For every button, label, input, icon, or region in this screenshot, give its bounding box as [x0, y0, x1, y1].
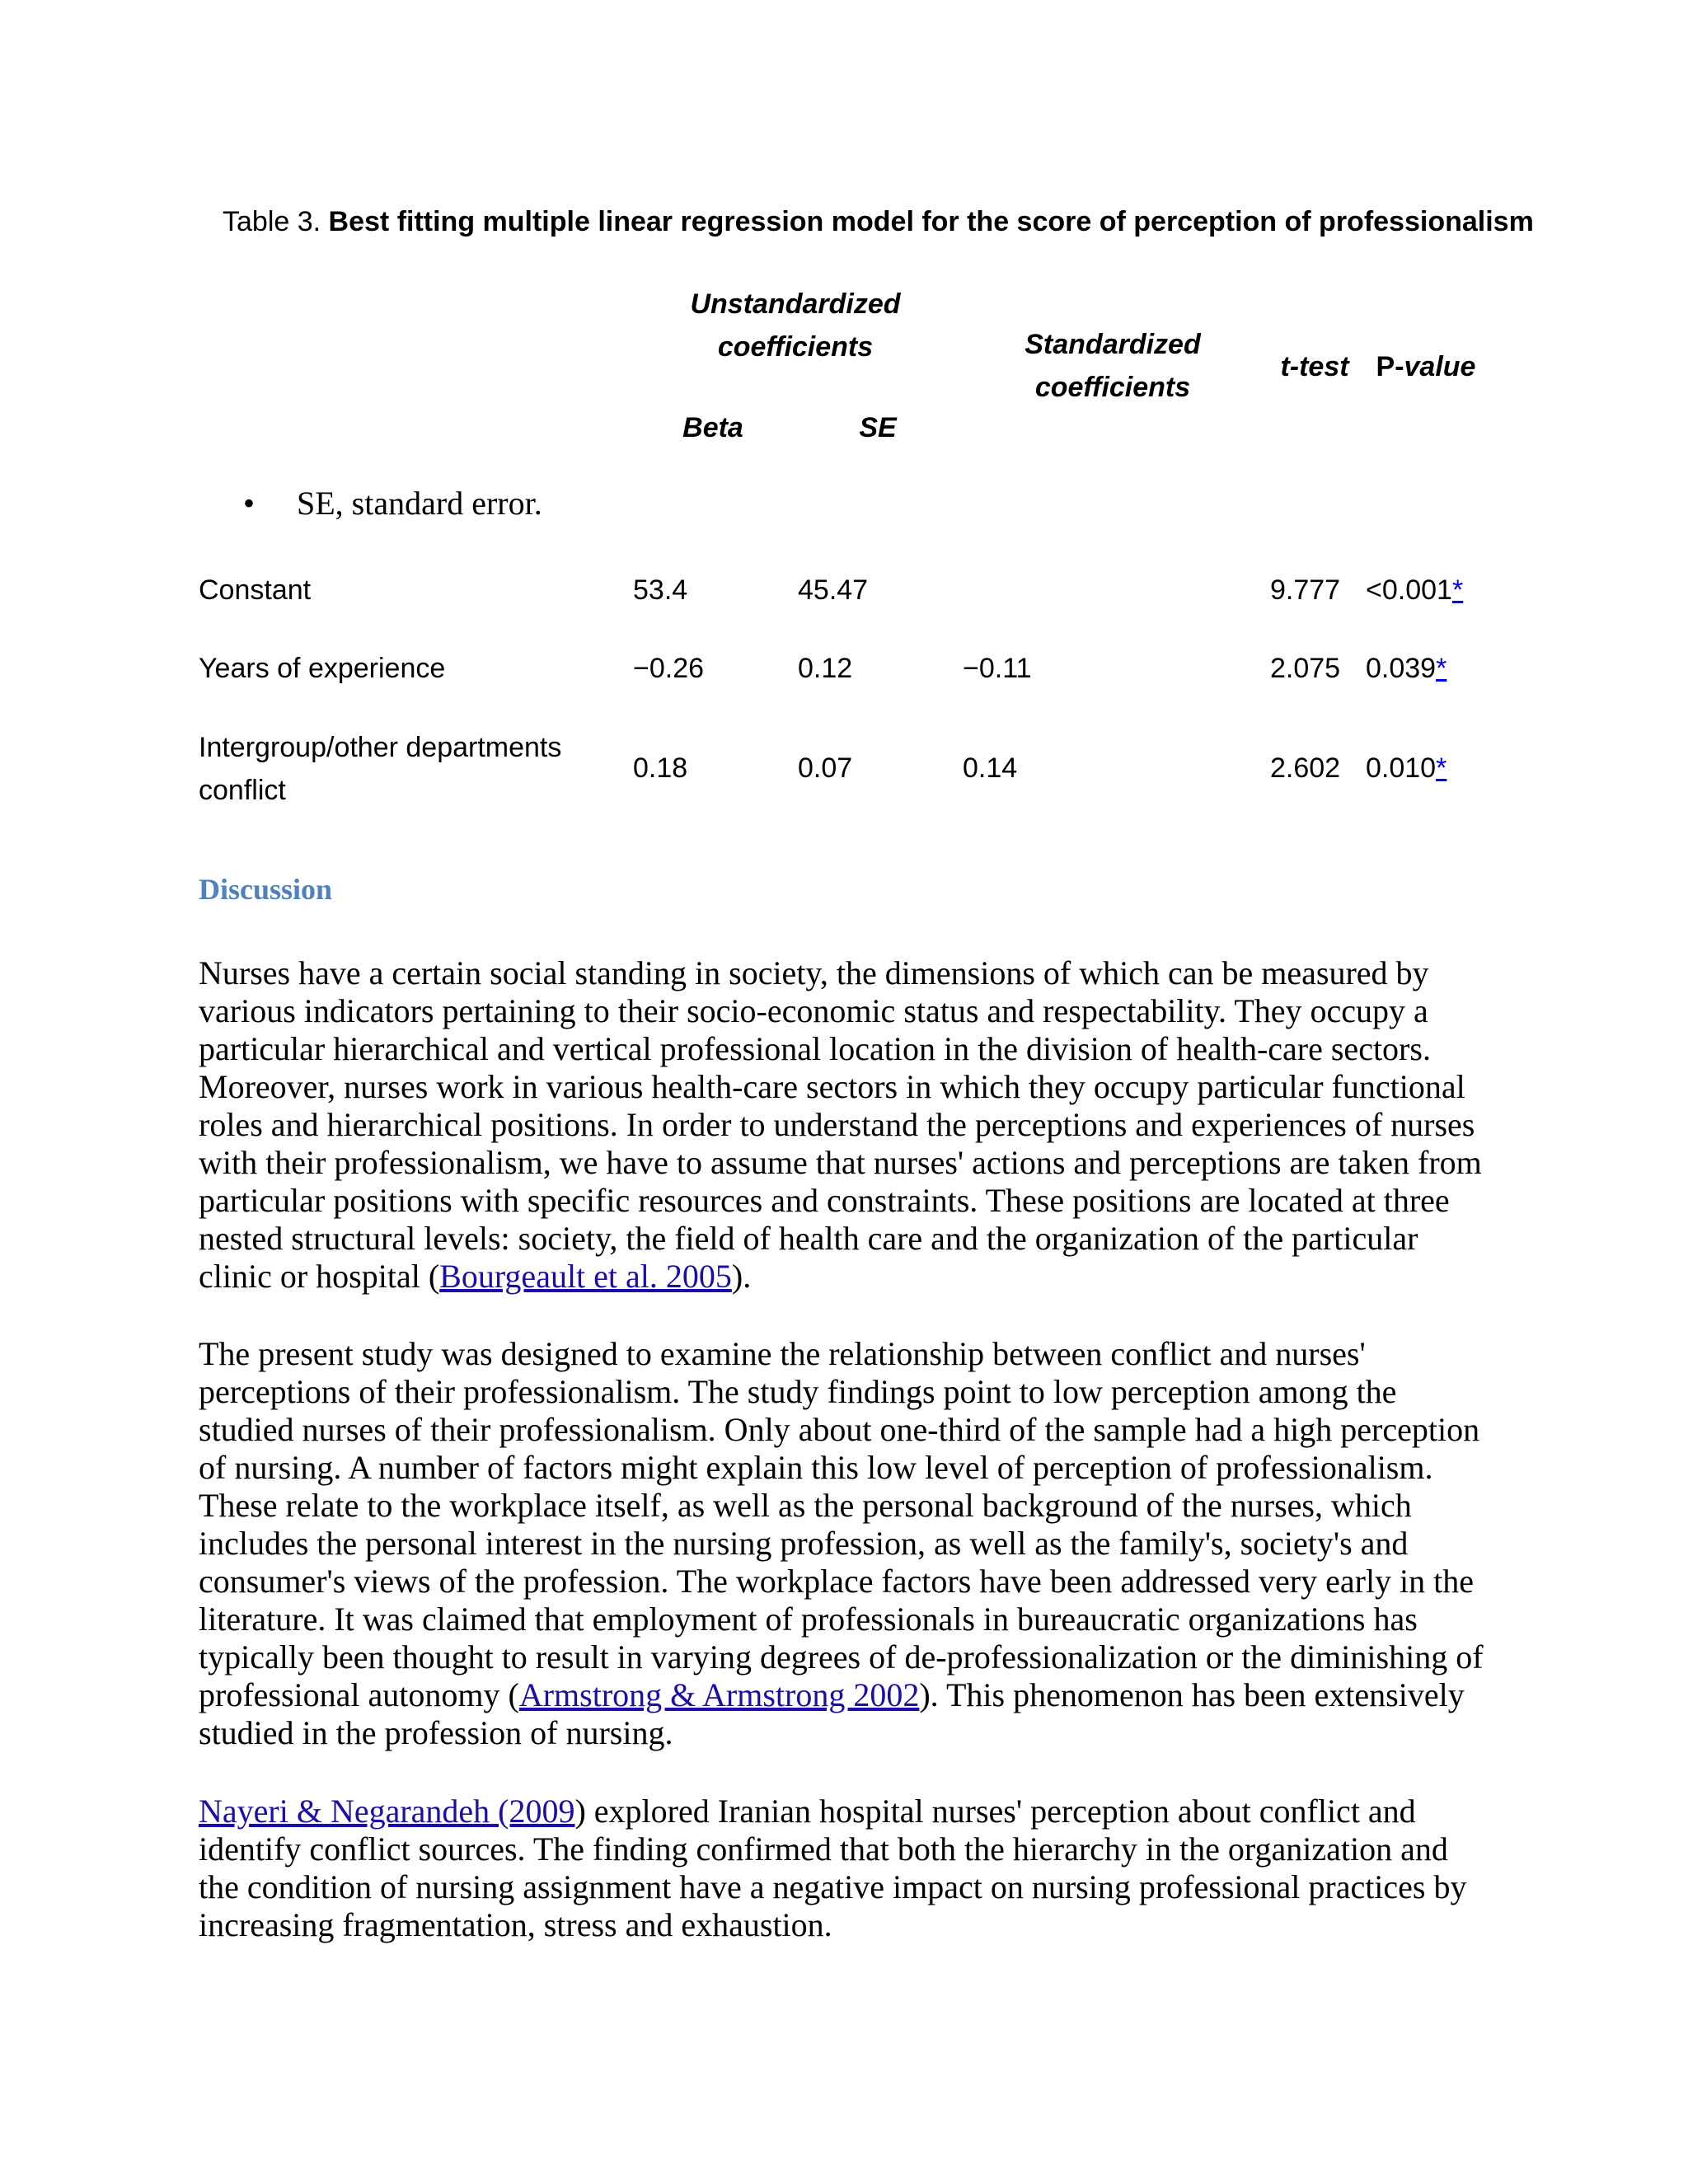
text-line: The present study was designed to examine the relationship between conflict and nurses' [199, 1335, 1366, 1372]
discussion-paragraph-2 [199, 1335, 1501, 1752]
row-beta: 53.4 [633, 574, 688, 606]
text-line: nested structural levels: society, the field of health care and the organization of the particular [199, 1220, 1418, 1257]
text-line: the condition of nursing assignment have a negative impact on nursing professional practices by [199, 1868, 1467, 1905]
text-line: of nursing. A number of factors might explain this low level of perception of professionalism. [199, 1449, 1433, 1486]
header-unstandardized [659, 283, 931, 368]
discussion-paragraph-3 [199, 1793, 1501, 1944]
row-label: Constant [199, 574, 312, 606]
text-line: literature. It was claimed that employment of professionals in bureaucratic organizations has [199, 1601, 1418, 1638]
table-caption [223, 206, 1534, 238]
text-line: consumer's views of the profession. The workplace factors have been addressed very early in the [199, 1563, 1475, 1600]
text-line: increasing fragmentation, stress and exhaustion. [199, 1906, 832, 1943]
text-line [199, 1676, 1501, 1714]
bullet-icon: • [243, 485, 256, 522]
row-pvalue [1366, 747, 1447, 790]
text-line: studied in the profession of nursing. [199, 1714, 673, 1751]
header-beta: Beta [682, 412, 743, 443]
row-beta: −0.26 [633, 653, 705, 684]
text-line: particular hierarchical and vertical professional location in the division of health-care sectors. [199, 1030, 1431, 1067]
text-line: particular positions with specific resources and constraints. These positions are located at three [199, 1182, 1450, 1219]
text-line: includes the personal interest in the nursing profession, as well as the family's, society's and [199, 1525, 1409, 1562]
text-line: studied nurses of their professionalism. Only about one-third of the sample had a high perception [199, 1411, 1480, 1448]
text-line [199, 1258, 1501, 1296]
header-pvalue-prefix: P- [1376, 351, 1404, 382]
text-segment: professional autonomy ( [199, 1676, 519, 1713]
header-pvalue-italic: value [1404, 351, 1476, 382]
row-label-line1: Intergroup/other departments [199, 732, 562, 763]
citation-link-bourgeault[interactable]: Bourgeault et al. 2005 [439, 1258, 732, 1295]
text-segment: clinic or hospital ( [199, 1258, 440, 1295]
row-std: −0.11 [963, 653, 1032, 684]
row-pvalue-text: <0.001 [1366, 574, 1452, 606]
header-pvalue [1372, 345, 1479, 388]
footnote-text: SE, standard error. [297, 485, 542, 522]
text-line: Nurses have a certain social standing in society, the dimensions of which can be measured by [199, 954, 1429, 991]
text-line: various indicators pertaining to their socio-economic status and respectability. They occupy a [199, 992, 1428, 1029]
row-ttest: 2.602 [1270, 752, 1341, 784]
text-line: with their professionalism, we have to assume that nurses' actions and perceptions are taken from [199, 1144, 1482, 1181]
header-standardized [989, 323, 1236, 409]
row-se: 0.07 [798, 752, 853, 784]
text-segment: ). This phenomenon has been extensively [919, 1676, 1465, 1713]
header-se: SE [859, 412, 897, 443]
text-segment: ) explored Iranian hospital nurses' perception about conflict and [574, 1793, 1416, 1830]
citation-link-armstrong[interactable]: Armstrong & Armstrong 2002 [518, 1676, 920, 1713]
header-standardized-line2: coefficients [1034, 372, 1191, 403]
section-heading-discussion: Discussion [199, 873, 333, 906]
row-pvalue [1366, 569, 1463, 612]
row-std: 0.14 [963, 752, 1018, 784]
text-line: typically been thought to result in varying degrees of de-professionalization or the diminishing of [199, 1638, 1484, 1675]
table-caption-title: Best fitting multiple linear regression model for the score of perception of professionalism [328, 206, 1534, 237]
header-ttest: t-test [1280, 351, 1349, 382]
text-line: perceptions of their professionalism. The study findings point to low perception among the [199, 1373, 1397, 1410]
text-line: These relate to the workplace itself, as well as the personal background of the nurses, which [199, 1487, 1412, 1524]
row-ttest: 9.777 [1270, 574, 1341, 606]
header-unstandardized-line2: coefficients [717, 331, 874, 363]
text-line: identify conflict sources. The finding confirmed that both the hierarchy in the organization and [199, 1830, 1448, 1868]
row-ttest: 2.075 [1270, 653, 1341, 684]
row-beta: 0.18 [633, 752, 688, 784]
text-line: Moreover, nurses work in various health-care sectors in which they occupy particular functional [199, 1068, 1465, 1105]
row-pvalue-text: 0.010 [1366, 752, 1437, 784]
row-label: Years of experience [199, 653, 446, 684]
discussion-paragraph-1 [199, 954, 1501, 1296]
row-se: 0.12 [798, 653, 853, 684]
text-line [199, 1793, 1501, 1830]
header-standardized-line1: Standardized [1025, 329, 1201, 360]
row-pvalue [1366, 647, 1447, 690]
table-caption-prefix: Table 3. [223, 206, 321, 237]
header-unstandardized-line1: Unstandardized [690, 288, 901, 320]
row-pvalue-text: 0.039 [1366, 653, 1437, 684]
significance-footnote-link[interactable]: * [1436, 653, 1447, 684]
row-se: 45.47 [798, 574, 869, 606]
text-line: roles and hierarchical positions. In order to understand the perceptions and experiences of nurses [199, 1106, 1475, 1143]
significance-footnote-link[interactable]: * [1436, 752, 1447, 784]
citation-link-nayeri[interactable]: Nayeri & Negarandeh (2009 [199, 1793, 575, 1830]
text-segment: ). [731, 1258, 752, 1295]
significance-footnote-link[interactable]: * [1451, 574, 1464, 606]
row-label-line2: conflict [199, 775, 286, 806]
